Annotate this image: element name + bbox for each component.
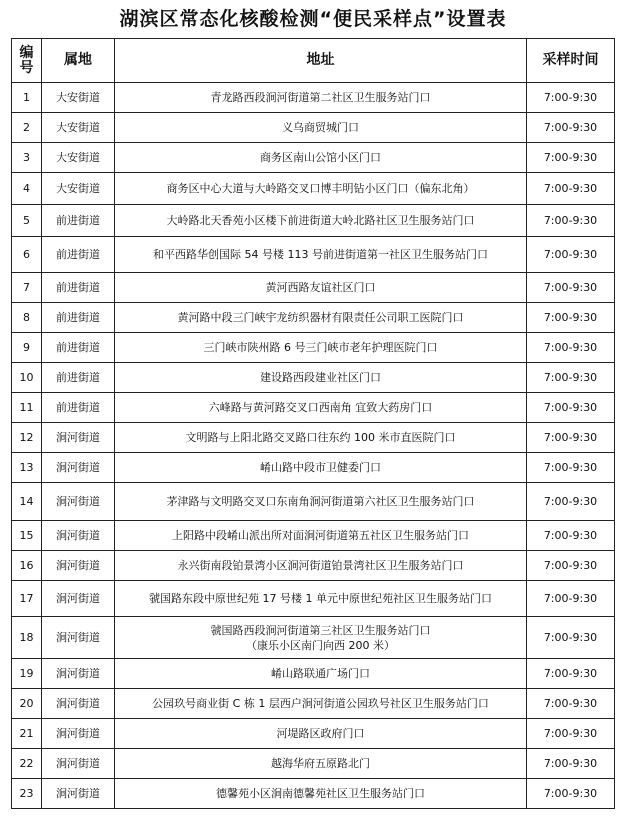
header-district: 属地 [42,39,115,83]
row-time: 7:00-9:30 [527,749,615,779]
row-time: 7:00-9:30 [527,521,615,551]
row-address: 三门峡市陕州路 6 号三门峡市老年护理医院门口 [115,333,527,363]
table-row [12,779,615,809]
row-district: 涧河街道 [42,521,115,551]
row-district: 前进街道 [42,363,115,393]
row-address-line1: 虢国路西段涧河街道第三社区卫生服务站门口 [210,623,431,637]
row-number: 3 [12,143,42,173]
row-time: 7:00-9:30 [527,237,615,273]
row-time: 7:00-9:30 [527,333,615,363]
row-district: 涧河街道 [42,453,115,483]
row-district: 涧河街道 [42,689,115,719]
row-number: 14 [12,483,42,521]
table-row [12,273,615,303]
row-address: 黄河路中段三门峡宇龙纺织器材有限责任公司职工医院门口 [115,303,527,333]
table-row [12,483,615,521]
row-number: 11 [12,393,42,423]
row-address: 崤山路中段市卫健委门口 [115,453,527,483]
row-district: 前进街道 [42,333,115,363]
table-row [12,719,615,749]
row-district: 涧河街道 [42,659,115,689]
row-district: 前进街道 [42,273,115,303]
row-address: 永兴街南段铂景湾小区涧河街道铂景湾社区卫生服务站门口 [115,551,527,581]
table-row [12,363,615,393]
row-address: 六峰路与黄河路交叉口西南角 宜致大药房门口 [115,393,527,423]
row-time: 7:00-9:30 [527,581,615,617]
row-number: 13 [12,453,42,483]
row-district: 前进街道 [42,205,115,237]
row-number: 20 [12,689,42,719]
header-number: 编 号 [12,39,42,83]
row-district: 涧河街道 [42,483,115,521]
row-time: 7:00-9:30 [527,303,615,333]
row-number: 10 [12,363,42,393]
row-address: 德馨苑小区涧南德馨苑社区卫生服务站门口 [115,779,527,809]
row-address: 文明路与上阳北路交叉路口往东约 100 米市直医院门口 [115,423,527,453]
row-time: 7:00-9:30 [527,273,615,303]
row-district: 涧河街道 [42,617,115,659]
row-time: 7:00-9:30 [527,617,615,659]
table-row [12,333,615,363]
row-number: 15 [12,521,42,551]
row-district: 涧河街道 [42,581,115,617]
table-row [12,237,615,273]
row-number: 9 [12,333,42,363]
row-address: 崤山路联通广场门口 [115,659,527,689]
row-number: 2 [12,113,42,143]
row-number: 5 [12,205,42,237]
row-address-line2: （康乐小区南门向西 200 米） [246,638,395,652]
table-row [12,113,615,143]
row-address: 上阳路中段崤山派出所对面涧河街道第五社区卫生服务站门口 [115,521,527,551]
table-row [12,393,615,423]
row-time: 7:00-9:30 [527,363,615,393]
row-address [115,617,527,659]
row-number: 1 [12,83,42,113]
row-district: 涧河街道 [42,551,115,581]
row-number: 12 [12,423,42,453]
row-district: 大安街道 [42,83,115,113]
sampling-sites-table [11,38,615,809]
row-address: 大岭路北天香苑小区楼下前进街道大岭北路社区卫生服务站门口 [115,205,527,237]
row-number: 4 [12,173,42,205]
table-row [12,749,615,779]
row-address: 义乌商贸城门口 [115,113,527,143]
row-time: 7:00-9:30 [527,659,615,689]
row-district: 前进街道 [42,303,115,333]
row-number: 6 [12,237,42,273]
row-district: 大安街道 [42,143,115,173]
row-district: 前进街道 [42,393,115,423]
table-row [12,453,615,483]
row-time: 7:00-9:30 [527,719,615,749]
table-row [12,173,615,205]
row-district: 涧河街道 [42,423,115,453]
table-header-row [12,39,615,83]
row-address: 茅津路与文明路交叉口东南角涧河街道第六社区卫生服务站门口 [115,483,527,521]
row-address: 建设路西段建业社区门口 [115,363,527,393]
row-address: 越海华府五原路北门 [115,749,527,779]
row-address: 商务区中心大道与大岭路交叉口博丰明钻小区门口（偏东北角） [115,173,527,205]
row-time: 7:00-9:30 [527,143,615,173]
row-number: 23 [12,779,42,809]
row-district: 前进街道 [42,237,115,273]
row-district: 大安街道 [42,113,115,143]
header-time: 采样时间 [527,39,615,83]
row-time: 7:00-9:30 [527,83,615,113]
row-address: 虢国路东段中原世纪苑 17 号楼 1 单元中原世纪苑社区卫生服务站门口 [115,581,527,617]
row-time: 7:00-9:30 [527,423,615,453]
row-district: 大安街道 [42,173,115,205]
row-district: 涧河街道 [42,779,115,809]
row-time: 7:00-9:30 [527,483,615,521]
row-district: 涧河街道 [42,749,115,779]
row-address: 青龙路西段涧河街道第二社区卫生服务站门口 [115,83,527,113]
row-number: 18 [12,617,42,659]
row-address: 和平西路华创国际 54 号楼 113 号前进街道第一社区卫生服务站门口 [115,237,527,273]
row-time: 7:00-9:30 [527,393,615,423]
row-number: 19 [12,659,42,689]
table-row [12,303,615,333]
page-title: 湖滨区常态化核酸检测“便民采样点”设置表 [119,8,507,30]
row-number: 22 [12,749,42,779]
row-time: 7:00-9:30 [527,779,615,809]
row-number: 8 [12,303,42,333]
row-address: 河堤路区政府门口 [115,719,527,749]
row-time: 7:00-9:30 [527,173,615,205]
table-row [12,689,615,719]
row-time: 7:00-9:30 [527,205,615,237]
table-row [12,581,615,617]
row-number: 16 [12,551,42,581]
row-district: 涧河街道 [42,719,115,749]
table-row [12,617,615,659]
row-time: 7:00-9:30 [527,113,615,143]
row-time: 7:00-9:30 [527,689,615,719]
table-row [12,423,615,453]
table-row [12,143,615,173]
row-number: 17 [12,581,42,617]
row-time: 7:00-9:30 [527,453,615,483]
header-address: 地址 [115,39,527,83]
table-row [12,551,615,581]
table-row [12,205,615,237]
row-address: 黄河西路友谊社区门口 [115,273,527,303]
row-address: 商务区南山公馆小区门口 [115,143,527,173]
row-time: 7:00-9:30 [527,551,615,581]
row-address: 公园玖号商业街 C 栋 1 层西户涧河街道公园玖号社区卫生服务站门口 [115,689,527,719]
table-row [12,521,615,551]
table-row [12,659,615,689]
row-number: 21 [12,719,42,749]
row-number: 7 [12,273,42,303]
table-row [12,83,615,113]
